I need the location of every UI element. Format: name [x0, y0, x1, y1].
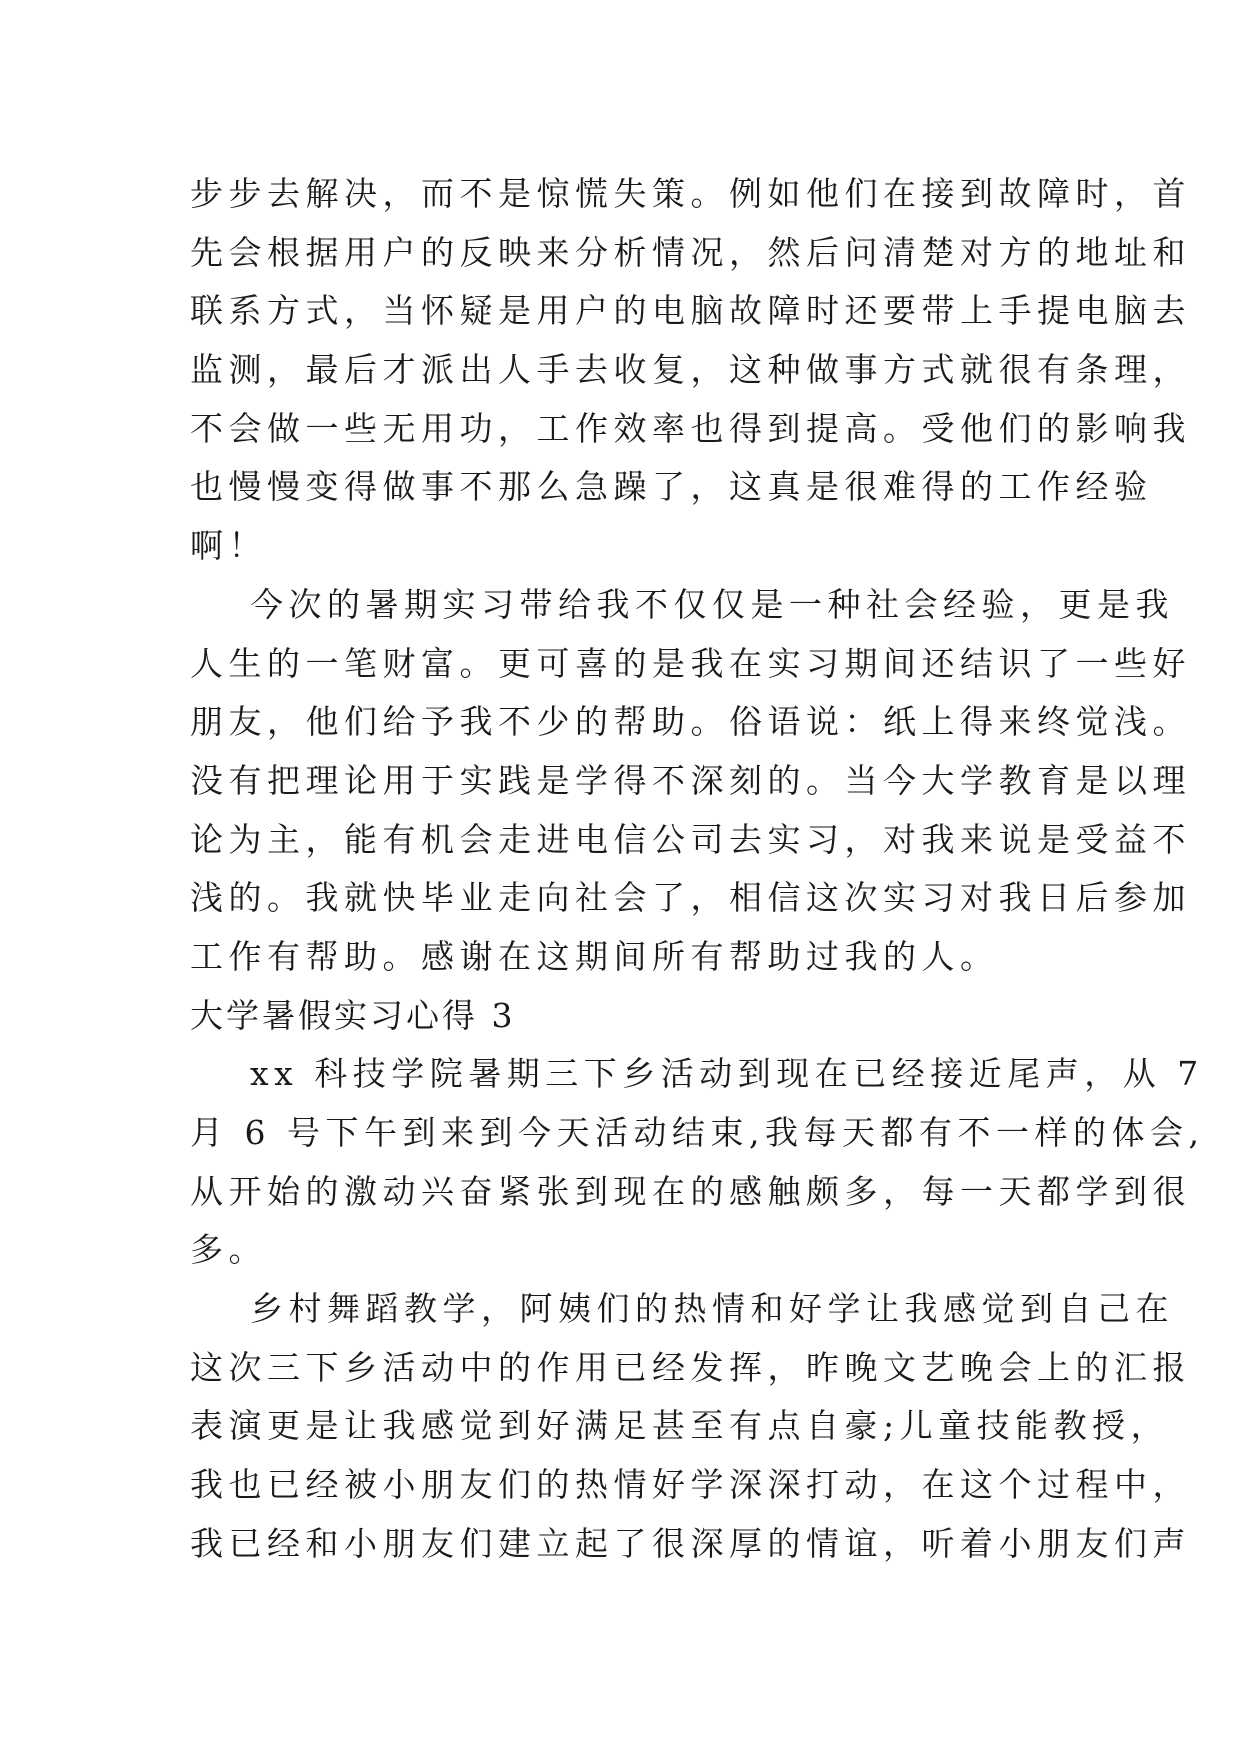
text-line: 先会根据用户的反映来分析情况，然后问清楚对方的地址和: [190, 232, 1191, 272]
text-line: xx 科技学院暑期三下乡活动到现在已经接近尾声，从 7: [250, 1054, 1204, 1094]
text-line: 监测，最后才派出人手去收复，这种做事方式就很有条理，: [190, 350, 1191, 390]
paragraph: [190, 165, 1191, 576]
text-line: 从开始的激动兴奋紧张到现在的感触颇多，每一天都学到很: [190, 1171, 1191, 1211]
text-line: 不会做一些无用功，工作效率也得到提高。受他们的影响我: [190, 408, 1191, 448]
text-line: 这次三下乡活动中的作用已经发挥，昨晚文艺晚会上的汇报: [190, 1347, 1191, 1387]
section-title: 大学暑假实习心得 3: [190, 995, 516, 1035]
text-line: 论为主，能有机会走进电信公司去实习，对我来说是受益不: [190, 819, 1191, 859]
text-line: 表演更是让我感觉到好满足甚至有点自豪;儿童技能教授，: [190, 1406, 1170, 1446]
text-line: 步步去解决，而不是惊慌失策。例如他们在接到故障时，首: [190, 174, 1191, 213]
text-line: 工作有帮助。感谢在这期间所有帮助过我的人。: [190, 936, 999, 976]
text-line: 没有把理论用于实践是学得不深刻的。当今大学教育是以理: [190, 760, 1191, 800]
text-line: 朋友，他们给予我不少的帮助。俗语说：纸上得来终觉浅。: [190, 702, 1191, 742]
text-line: 乡村舞蹈教学，阿姨们的热情和好学让我感觉到自己在: [250, 1289, 1174, 1329]
text-line: 我已经和小朋友们建立起了很深厚的情谊，听着小朋友们声: [190, 1523, 1191, 1563]
text-line: 多。: [190, 1230, 267, 1270]
text-line: 今次的暑期实习带给我不仅仅是一种社会经验，更是我: [250, 584, 1174, 624]
paragraph: [190, 1280, 1191, 1573]
document-body: [190, 165, 1205, 1574]
text-line: 浅的。我就快毕业走向社会了，相信这次实习对我日后参加: [190, 878, 1191, 918]
text-line: 月 6 号下午到来到今天活动结束,我每天都有不一样的体会,: [190, 1113, 1205, 1152]
paragraph: [190, 1045, 1205, 1280]
text-line: 啊！: [190, 526, 267, 566]
text-line: 联系方式，当怀疑是用户的电脑故障时还要带上手提电脑去: [190, 291, 1191, 331]
text-line: 也慢慢变得做事不那么急躁了，这真是很难得的工作经验: [190, 467, 1153, 507]
paragraph: [190, 576, 1191, 987]
text-line: 人生的一笔财富。更可喜的是我在实习期间还结识了一些好: [190, 643, 1191, 683]
text-line: 我也已经被小朋友们的热情好学深深打动，在这个过程中，: [190, 1465, 1191, 1505]
